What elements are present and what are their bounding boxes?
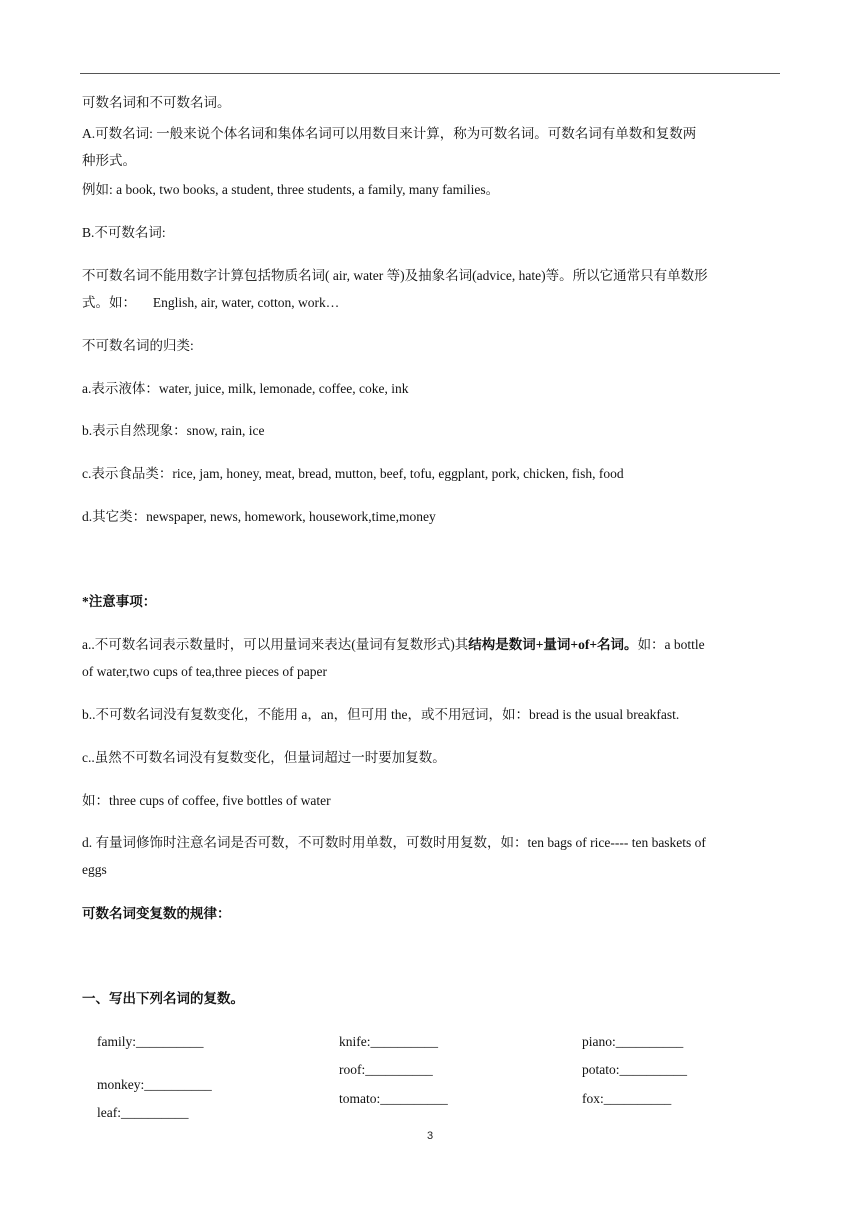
exercise-fox: fox:__________ [582,1091,672,1106]
page-number: 3 [426,1130,434,1142]
uncountable-heading: B.不可数名词: [82,225,166,240]
class-nature: b.表示自然现象：snow, rain, ice [82,423,265,438]
exercise-heading: 一、写出下列名词的复数。 [82,991,244,1006]
intro-line: 可数名词和不可数名词。 [82,95,231,110]
note-b: b..不可数名词没有复数变化，不能用 a，an，但可用 the，或不用冠词，如：bread is the usual breakfast. [82,707,680,722]
class-liquid: a.表示液体：water, juice, milk, lemonade, coffee, coke, ink [82,381,409,396]
note-c-example: 如：three cups of coffee, five bottles of water [82,793,331,808]
countable-definition-line-2: 种形式。 [82,153,136,168]
class-food: c.表示食品类：rice, jam, honey, meat, bread, mutton, beef, tofu, eggplant, pork, chicken, fish, food [82,466,624,481]
class-other: d.其它类：newspaper, news, homework, housework,time,money [82,509,436,524]
exercise-tomato: tomato:__________ [339,1091,448,1106]
exercise-knife: knife:__________ [339,1034,438,1049]
uncountable-definition-line-1: 不可数名词不能用数字计算包括物质名词( air, water 等)及抽象名词(advice, hate)等。所以它通常只有单数形 [82,268,708,283]
exercise-monkey: monkey:__________ [97,1077,212,1092]
note-a-line-1 [82,636,782,654]
countable-definition-line-1: A.可数名词: 一般来说个体名词和集体名词可以用数目来计算，称为可数名词。可数名词有单数和复数两 [82,126,697,141]
note-a-example-start: 如：a bottle [637,637,705,652]
plural-rules-heading: 可数名词变复数的规律： [82,906,231,921]
classification-heading: 不可数名词的归类: [82,338,194,353]
note-c: c..虽然不可数名词没有复数变化，但量词超过一时要加复数。 [82,750,446,765]
exercise-leaf: leaf:__________ [97,1105,189,1120]
note-a-structure: 结构是数词+量词+of+名词。 [468,637,638,652]
exercise-roof: roof:__________ [339,1062,433,1077]
uncountable-definition-line-2: 式。如： English, air, water, cotton, work… [82,295,340,310]
note-a-line-2: of water,two cups of tea,three pieces of paper [82,664,327,679]
note-d-line-1: d. 有量词修饰时注意名词是否可数，不可数时用单数，可数时用复数，如：ten bags of rice---- ten baskets of [82,835,706,850]
note-d-line-2: eggs [82,862,107,877]
countable-example: 例如: a book, two books, a student, three students, a family, many families。 [82,182,500,197]
exercise-piano: piano:__________ [582,1034,684,1049]
notes-heading: *注意事项： [82,594,157,609]
exercise-family: family:__________ [97,1034,204,1049]
header-rule [80,73,780,74]
note-a-text: a..不可数名词表示数量时，可以用量词来表达(量词有复数形式)其 [82,637,469,652]
exercise-potato: potato:__________ [582,1062,687,1077]
